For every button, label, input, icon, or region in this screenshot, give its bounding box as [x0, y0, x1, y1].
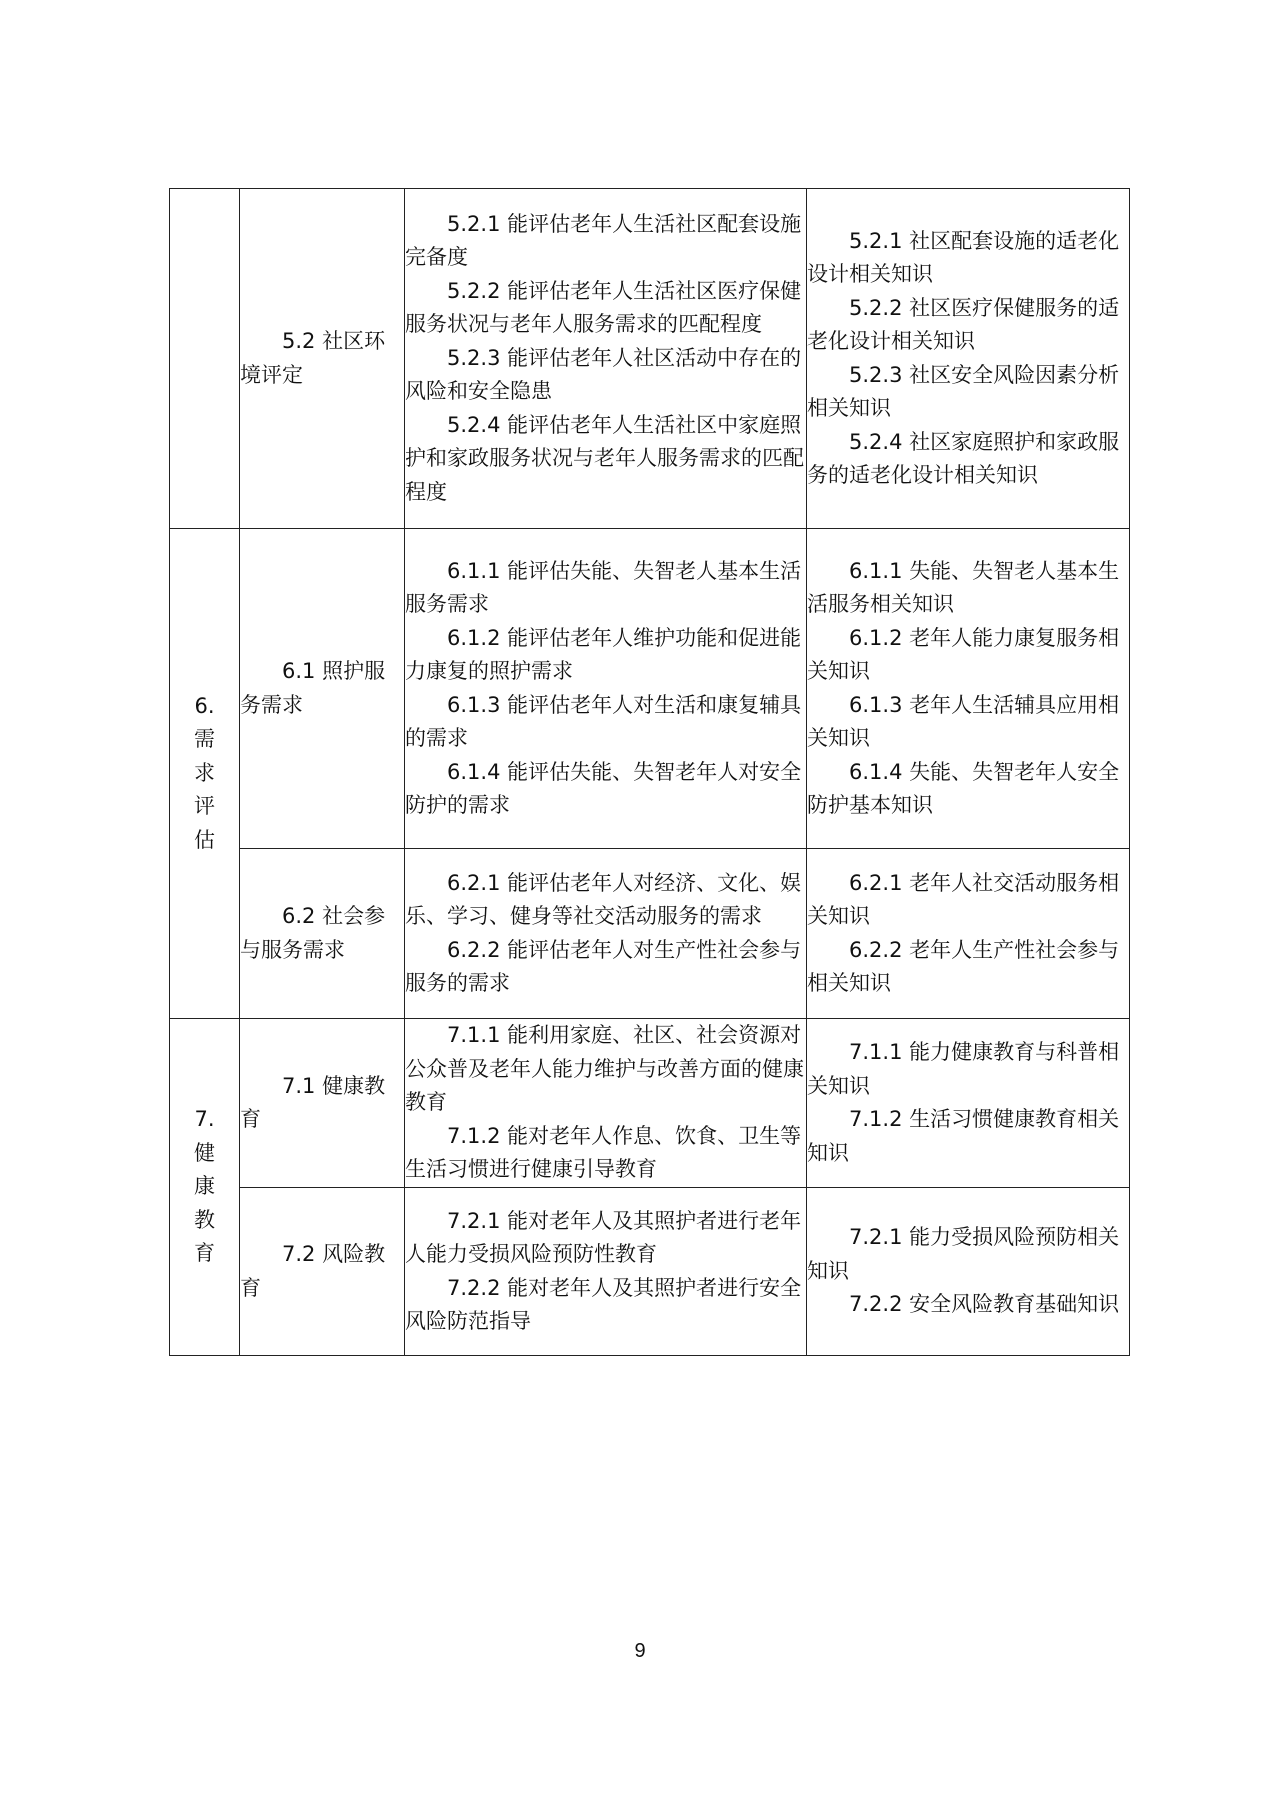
- category-char: 评: [194, 794, 215, 819]
- table-row: [170, 1188, 1130, 1356]
- skill-item: 7.2.1 能对老年人及其照护者进行老年人能力受损风险预防性教育: [405, 1208, 802, 1266]
- sub-function-cell: [240, 849, 405, 1019]
- category-number: 6.: [194, 693, 215, 718]
- knowledge-item: 5.2.1 社区配套设施的适老化设计相关知识: [807, 228, 1120, 286]
- sub-function-cell: [240, 1188, 405, 1356]
- skill-requirements-cell: [405, 529, 807, 849]
- category-number: 7.: [194, 1107, 215, 1132]
- skill-requirements-cell: [405, 1019, 807, 1188]
- skill-item: 5.2.1 能评估老年人生活社区配套设施完备度: [405, 211, 802, 270]
- knowledge-cell: [807, 189, 1130, 529]
- knowledge-cell: [807, 849, 1130, 1019]
- sub-function-label: 7.1 健康教育: [240, 1073, 386, 1131]
- category-char: 求: [194, 760, 215, 785]
- knowledge-cell: [807, 529, 1130, 849]
- knowledge-item: 7.2.2 安全风险教育基础知识: [849, 1292, 1120, 1317]
- skill-item: 7.2.2 能对老年人及其照护者进行安全风险防范指导: [405, 1275, 802, 1333]
- knowledge-item: 6.1.4 失能、失智老年人安全防护基本知识: [807, 759, 1120, 817]
- skill-item: 6.1.3 能评估老年人对生活和康复辅具的需求: [405, 692, 802, 750]
- competency-table: [169, 188, 1130, 1356]
- knowledge-cell: [807, 1188, 1130, 1356]
- sub-function-label: 5.2 社区环境评定: [240, 329, 386, 387]
- knowledge-item: 5.2.4 社区家庭照护和家政服务的适老化设计相关知识: [807, 429, 1120, 487]
- skill-item: 7.1.2 能对老年人作息、饮食、卫生等生活习惯进行健康引导教育: [405, 1123, 802, 1182]
- table-row: [170, 189, 1130, 529]
- category-cell-empty: [170, 189, 240, 529]
- skill-item: 6.1.4 能评估失能、失智老年人对安全防护的需求: [405, 759, 802, 817]
- knowledge-item: 5.2.3 社区安全风险因素分析相关知识: [807, 362, 1120, 420]
- knowledge-item: 6.2.2 老年人生产性社会参与相关知识: [807, 937, 1120, 995]
- sub-function-cell: [240, 529, 405, 849]
- category-char: 估: [194, 827, 215, 852]
- category-char: 康: [194, 1174, 215, 1199]
- skill-item: 5.2.2 能评估老年人生活社区医疗保健服务状况与老年人服务需求的匹配程度: [405, 278, 802, 337]
- category-cell-needs-assessment: [170, 529, 240, 1019]
- page-number: 9: [634, 1640, 646, 1662]
- table-row: [170, 849, 1130, 1019]
- sub-function-cell: [240, 1019, 405, 1188]
- skill-item: 6.2.1 能评估老年人对经济、文化、娱乐、学习、健身等社交活动服务的需求: [405, 870, 802, 928]
- category-cell-health-education: [170, 1019, 240, 1356]
- skill-item: 5.2.3 能评估老年人社区活动中存在的风险和安全隐患: [405, 345, 802, 404]
- category-char: 育: [194, 1241, 215, 1266]
- knowledge-item: 7.2.1 能力受损风险预防相关知识: [807, 1225, 1120, 1283]
- skill-requirements-cell: [405, 189, 807, 529]
- category-char: 健: [194, 1140, 215, 1165]
- knowledge-item: 6.1.3 老年人生活辅具应用相关知识: [807, 692, 1120, 750]
- sub-function-label: 7.2 风险教育: [240, 1242, 386, 1300]
- category-char: 教: [194, 1207, 215, 1232]
- skill-requirements-cell: [405, 1188, 807, 1356]
- knowledge-cell: [807, 1019, 1130, 1188]
- skill-item: 6.1.1 能评估失能、失智老人基本生活服务需求: [405, 558, 802, 616]
- skill-item: 6.1.2 能评估老年人维护功能和促进能力康复的照护需求: [405, 625, 802, 683]
- skill-item: 6.2.2 能评估老年人对生产性社会参与服务的需求: [405, 937, 802, 995]
- sub-function-cell: [240, 189, 405, 529]
- knowledge-item: 7.1.1 能力健康教育与科普相关知识: [807, 1040, 1120, 1098]
- knowledge-item: 6.1.1 失能、失智老人基本生活服务相关知识: [807, 558, 1120, 616]
- table-row: [170, 1019, 1130, 1188]
- sub-function-label: 6.2 社会参与服务需求: [240, 904, 386, 962]
- knowledge-item: 5.2.2 社区医疗保健服务的适老化设计相关知识: [807, 295, 1120, 353]
- knowledge-item: 7.1.2 生活习惯健康教育相关知识: [807, 1107, 1120, 1165]
- skill-requirements-cell: [405, 849, 807, 1019]
- knowledge-item: 6.1.2 老年人能力康复服务相关知识: [807, 625, 1120, 683]
- knowledge-item: 6.2.1 老年人社交活动服务相关知识: [807, 870, 1120, 928]
- skill-item: 5.2.4 能评估老年人生活社区中家庭照护和家政服务状况与老年人服务需求的匹配程度: [405, 412, 804, 504]
- skill-item: 7.1.1 能利用家庭、社区、社会资源对公众普及老年人能力维护与改善方面的健康教育: [405, 1023, 804, 1115]
- category-char: 需: [194, 727, 215, 752]
- sub-function-label: 6.1 照护服务需求: [240, 659, 386, 717]
- table-row: [170, 529, 1130, 849]
